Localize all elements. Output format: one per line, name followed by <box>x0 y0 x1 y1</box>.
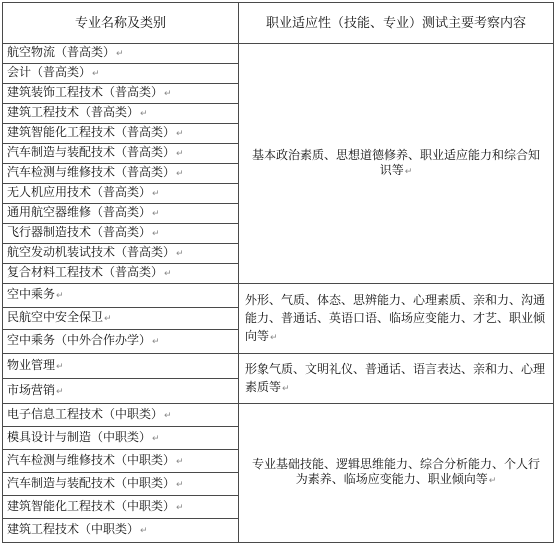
paragraph-mark-icon <box>176 480 184 490</box>
paragraph-mark-icon <box>176 503 184 513</box>
content-cell: 外形、气质、体态、思辨能力、心理素质、亲和力、沟通能力、普通话、英语口语、临场应变能力、才艺、职业倾向等 ↵ <box>239 284 554 354</box>
paragraph-mark-icon <box>176 249 184 259</box>
major-cell: 市场营销 ↵ <box>3 379 239 404</box>
paragraph-mark-icon <box>152 337 160 347</box>
paragraph-mark-icon <box>116 49 124 59</box>
major-cell: 建筑智能化工程技术（中职类） ↵ <box>3 496 239 519</box>
paragraph-mark-icon <box>152 229 160 239</box>
major-cell: 航空物流（普高类） ↵ <box>3 44 239 64</box>
table-row <box>3 354 554 379</box>
paragraph-mark-icon <box>176 457 184 467</box>
paragraph-mark-icon <box>270 333 278 343</box>
major-cell: 空中乘务（中外合作办学） ↵ <box>3 330 239 354</box>
paragraph-mark-icon <box>164 269 172 279</box>
paragraph-mark-icon <box>489 476 497 486</box>
content-cell: 专业基础技能、逻辑思维能力、综合分析能力、个人行为素养、临场应变能力、职业倾向等 ↵ <box>239 404 554 543</box>
paragraph-mark-icon <box>92 69 100 79</box>
major-cell: 通用航空器维修（普高类） ↵ <box>3 204 239 224</box>
paragraph-mark-icon <box>176 129 184 139</box>
paragraph-mark-icon <box>282 384 290 394</box>
paragraph-mark-icon <box>140 526 148 536</box>
major-cell: 汽车检测与维修技术（中职类） ↵ <box>3 450 239 473</box>
major-cell: 汽车制造与装配技术（中职类） ↵ <box>3 473 239 496</box>
major-cell: 无人机应用技术（普高类） ↵ <box>3 184 239 204</box>
paragraph-mark-icon <box>152 209 160 219</box>
major-cell: 复合材料工程技术（普高类） ↵ <box>3 264 239 284</box>
paragraph-mark-icon <box>405 167 413 177</box>
major-cell: 建筑工程技术（普高类） ↵ <box>3 104 239 124</box>
major-cell: 会计（普高类） ↵ <box>3 64 239 84</box>
paragraph-mark-icon <box>164 89 172 99</box>
admission-test-table <box>2 2 554 543</box>
paragraph-mark-icon <box>152 434 160 444</box>
major-cell: 建筑智能化工程技术（普高类） ↵ <box>3 124 239 144</box>
paragraph-mark-icon <box>56 362 64 372</box>
paragraph-mark-icon <box>152 189 160 199</box>
major-cell: 电子信息工程技术（中职类） ↵ <box>3 404 239 427</box>
major-cell: 建筑装饰工程技术（普高类） ↵ <box>3 84 239 104</box>
paragraph-mark-icon <box>176 169 184 179</box>
paragraph-mark-icon <box>104 314 112 324</box>
major-cell: 汽车检测与维修技术（普高类） ↵ <box>3 164 239 184</box>
major-cell: 空中乘务 ↵ <box>3 284 239 308</box>
table-row <box>3 44 554 64</box>
paragraph-mark-icon <box>176 149 184 159</box>
major-cell: 民航空中安全保卫 ↵ <box>3 308 239 330</box>
table-row <box>3 284 554 308</box>
paragraph-mark-icon <box>164 411 172 421</box>
header-row <box>3 3 554 44</box>
header-major: 专业名称及类别 <box>3 3 239 44</box>
paragraph-mark-icon <box>56 291 64 301</box>
paragraph-mark-icon <box>56 387 64 397</box>
content-cell: 形象气质、文明礼仪、普通话、语言表达、亲和力、心理素质等 ↵ <box>239 354 554 404</box>
major-cell: 飞行器制造技术（普高类） ↵ <box>3 224 239 244</box>
major-cell: 建筑工程技术（中职类） ↵ <box>3 519 239 543</box>
content-cell: 基本政治素质、思想道德修养、职业适应能力和综合知识等 ↵ <box>239 44 554 284</box>
major-cell: 模具设计与制造（中职类） ↵ <box>3 427 239 450</box>
header-content: 职业适应性（技能、专业）测试主要考察内容 <box>239 3 554 44</box>
major-cell: 汽车制造与装配技术（普高类） ↵ <box>3 144 239 164</box>
major-cell: 航空发动机装试技术（普高类） ↵ <box>3 244 239 264</box>
table-row <box>3 404 554 427</box>
paragraph-mark-icon <box>140 109 148 119</box>
major-cell: 物业管理 ↵ <box>3 354 239 379</box>
